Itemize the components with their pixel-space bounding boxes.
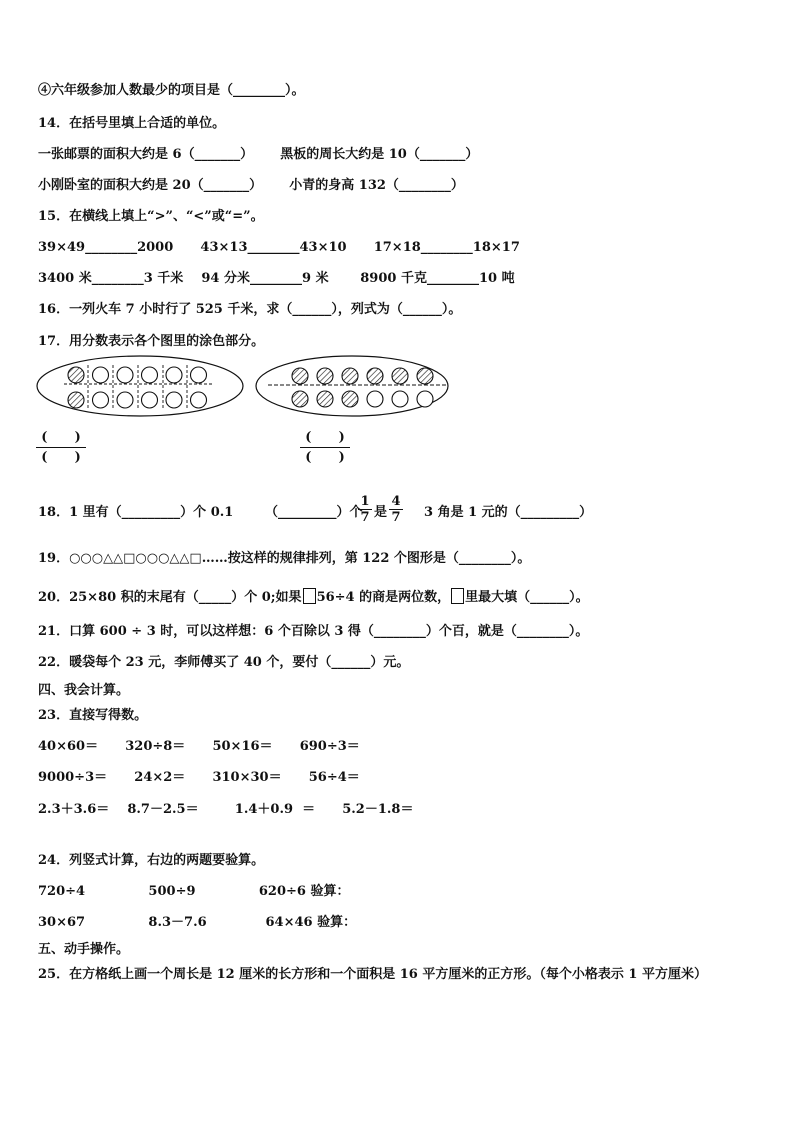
q23-row-c: 2.3＋3.6＝ 8.7－2.5＝ 1.4＋0.9 ＝ 5.2－1.8＝ — [38, 802, 414, 817]
left-circles — [68, 367, 207, 408]
shaded-circle — [292, 368, 308, 384]
q24-title: 24．列竖式计算，右边的两题要验算。 — [38, 853, 265, 868]
shaded-circle — [392, 368, 408, 384]
fraction-bar — [300, 447, 350, 448]
shaded-circle — [342, 391, 358, 407]
denominator: 7 — [358, 509, 372, 525]
circle — [166, 367, 182, 383]
circle — [142, 367, 158, 383]
q17-left-answer — [36, 430, 86, 465]
section-4-heading: 四、我会计算。 — [38, 683, 130, 698]
circle — [93, 367, 109, 383]
q18-part-a: 18．1 里有（_________）个 0.1 （_________）个 — [38, 505, 363, 520]
circle — [93, 392, 109, 408]
q24-row-b: 30×67 8.3－7.6 64×46 验算： — [38, 915, 357, 930]
denominator: 7 — [389, 509, 403, 525]
circle — [367, 391, 383, 407]
circle — [166, 392, 182, 408]
numerator: 4 — [391, 494, 401, 509]
shaded-circle — [367, 368, 383, 384]
section-5-heading: 五、动手操作。 — [38, 942, 130, 957]
q20-part-b: 56÷4 的商是两位数， — [316, 590, 451, 605]
q17-right-denominator: ( ) — [305, 450, 345, 465]
left-ellipse — [37, 356, 243, 416]
q17-title: 17．用分数表示各个图里的涂色部分。 — [38, 334, 265, 349]
q14-line-b: 小刚卧室的面积大约是 20（_______） 小青的身高 132（________） — [38, 178, 464, 193]
q20-part-c: 里最大填（______）。 — [465, 590, 589, 605]
q15-title: 15．在横线上填上“>”、“<”或“=”。 — [38, 209, 264, 224]
left-grid-lines — [64, 365, 212, 410]
circle — [392, 391, 408, 407]
numerator: 1 — [360, 494, 370, 509]
circle — [417, 391, 433, 407]
shaded-circle — [342, 368, 358, 384]
q20-part-a: 20．25×80 积的末尾有（_____）个 0;如果 — [38, 590, 302, 605]
shaded-circle — [68, 367, 84, 383]
q17-figures — [0, 356, 794, 436]
q17-right-numerator: ( ) — [305, 430, 345, 445]
q15-line-b: 3400 米________3 千米 94 分米________9 米 8900 千克________10 吨 — [38, 271, 515, 286]
shaded-circle — [317, 368, 333, 384]
q18-fraction-1-7 — [358, 494, 372, 525]
q17-left-denominator: ( ) — [41, 450, 81, 465]
q22: 22．暖袋每个 23 元，李师傅买了 40 个，要付（______）元。 — [38, 655, 410, 670]
blank-box[interactable] — [303, 588, 316, 604]
q21: 21．口算 600 ÷ 3 时，可以这样想：6 个百除以 3 得（________）个百，就是（________）。 — [38, 624, 589, 639]
q24-row-a: 720÷4 500÷9 620÷6 验算： — [38, 884, 350, 899]
q14-title: 14．在括号里填上合适的单位。 — [38, 116, 226, 131]
q23-row-b: 9000÷3＝ 24×2＝ 310×30＝ 56÷4＝ — [38, 770, 360, 785]
l13-4: ④六年级参加人数最少的项目是（________）。 — [38, 83, 305, 98]
circle — [117, 392, 133, 408]
blank-box[interactable] — [451, 588, 464, 604]
right-circles — [292, 368, 433, 407]
q17-left-numerator: ( ) — [41, 430, 81, 445]
q16: 16．一列火车 7 小时行了 525 千米，求（______），列式为（______）。 — [38, 302, 462, 317]
q18-part-b: 3 角是 1 元的（_________） — [424, 505, 593, 520]
q14-line-a: 一张邮票的面积大约是 6（_______） 黑板的周长大约是 10（_______） — [38, 147, 479, 162]
circle — [142, 392, 158, 408]
q15-line-a: 39×49________2000 43×13________43×10 17×18________18×17 — [38, 240, 520, 255]
q23-row-a: 40×60＝ 320÷8＝ 50×16＝ 690÷3＝ — [38, 739, 360, 754]
shaded-circle — [68, 392, 84, 408]
q25: 25．在方格纸上画一个周长是 12 厘米的长方形和一个面积是 16 平方厘米的正方形。（每个小格表示 1 平方厘米） — [38, 967, 707, 982]
circle — [191, 392, 207, 408]
shaded-circle — [292, 391, 308, 407]
q20 — [38, 588, 589, 606]
circle — [117, 367, 133, 383]
q18-fraction-4-7 — [389, 494, 403, 525]
q19: 19．○○○△△□○○○△△□……按这样的规律排列，第 122 个图形是（________）。 — [38, 551, 531, 566]
shaded-circle — [417, 368, 433, 384]
q23-title: 23．直接写得数。 — [38, 708, 148, 723]
q17-right-answer — [300, 430, 350, 465]
shaded-circle — [317, 391, 333, 407]
fraction-bar — [36, 447, 86, 448]
circle — [191, 367, 207, 383]
q18-is: 是 — [374, 505, 388, 520]
